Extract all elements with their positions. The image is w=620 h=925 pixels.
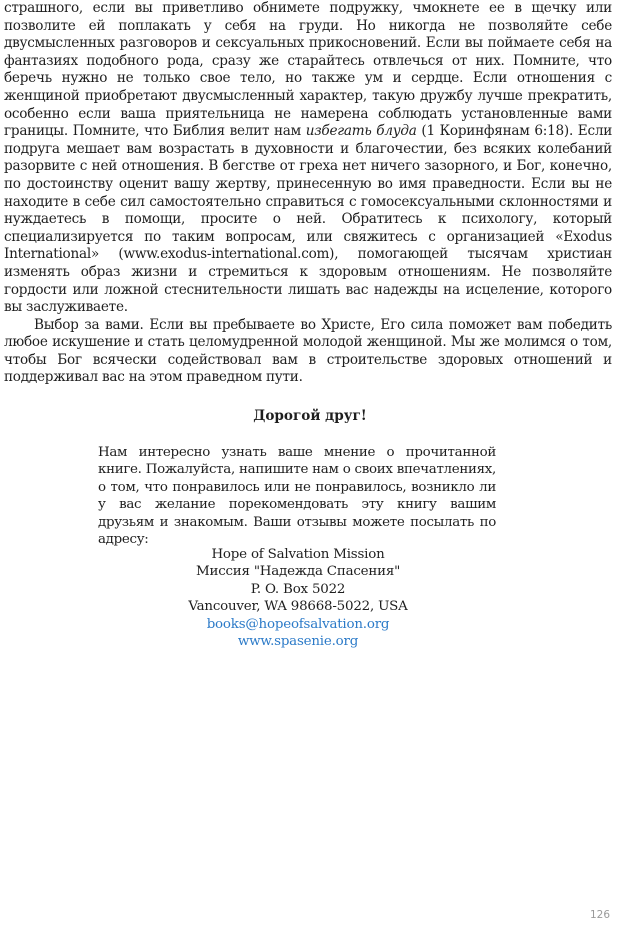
address-line-po-box: P. O. Box 5022 <box>250 581 346 597</box>
paragraph-2: Выбор за вами. Если вы пребываете во Христе, Его сила поможет вам победить любое искушение и стать целомудренной молодой женщиной. Мы же молимся о том, чтобы Бог всячески содействовал вам в строительстве здоровых отношений и поддерживал вас на этом праведном пути. <box>4 316 612 386</box>
paragraph-1-part-2: (1 Коринфянам 6:18). Если подруга мешает вам возрастать в духовности и благочестии, без всяких колебаний разорвите с ней отношения. В бегстве от греха нет ничего зазорного, и Бог, конечно, по достоинству оценит вашу жертву, принесенную во имя праведности. Если вы не находите в себе сил самостоятельно справиться с гомосексуальными склонностями и нуждаетесь в помощи, просите о ней. Обратитесь к психологу, который специализируется по таким вопросам, или свяжитесь с организацией «Exodus International» (www.exodus-international.com), помогающей тысячам христиан изменять образ жизни и стремиться к здоровым отношениям. Не позволяйте гордости или ложной стеснительности лишать вас надежды на исцеление, которого вы заслуживаете. <box>4 123 613 316</box>
paragraph-1-emphasis: избегать блуда <box>305 123 417 140</box>
letter-body <box>98 444 496 548</box>
letter-title: Дорогой друг! <box>253 408 367 424</box>
letter-body-text: Нам интересно узнать ваше мнение о прочитанной книге. Пожалуйста, напишите нам о своих впечатлениях, о том, что понравилось или не понравилось, возникло ли у вас желание порекомендовать эту книгу вашим друзьям и знакомым. Ваши отзывы можете посылать по адресу: <box>98 445 496 548</box>
main-text <box>4 0 612 387</box>
paragraph-1-part-1: страшного, если вы приветливо обнимете подружку, чмокнете ее в щечку или позволите ей поплакать у себя на груди. Но никогда не позволяйте себе двусмысленных разговоров и сексуальных прикосновений. Если вы поймаете себя на фантазиях подобного рода, сразу же старайтесь отвлечься от них. Помните, что беречь нужно не только свое тело, но также ум и сердце. Если отношения с женщиной приобретают двусмысленный характер, такую дружбу лучше прекратить, особенно если ваша приятельница не намерена соблюдать установленные вами границы. Помните, что Библия велит нам <box>4 0 612 140</box>
address-line-organization: Hope of Salvation Mission <box>211 547 385 562</box>
address-line-city: Vancouver, WA 98668-5022, USA <box>188 599 408 615</box>
address-line-organization-ru: Миссия "Надежда Спасения" <box>195 564 401 580</box>
page-number: 126 <box>589 909 610 921</box>
mailing-address <box>0 546 596 650</box>
paragraph-1 <box>4 0 612 317</box>
website-link[interactable]: www.spasenie.org <box>237 634 359 650</box>
email-link[interactable]: books@hopeofsalvation.org <box>206 616 390 632</box>
